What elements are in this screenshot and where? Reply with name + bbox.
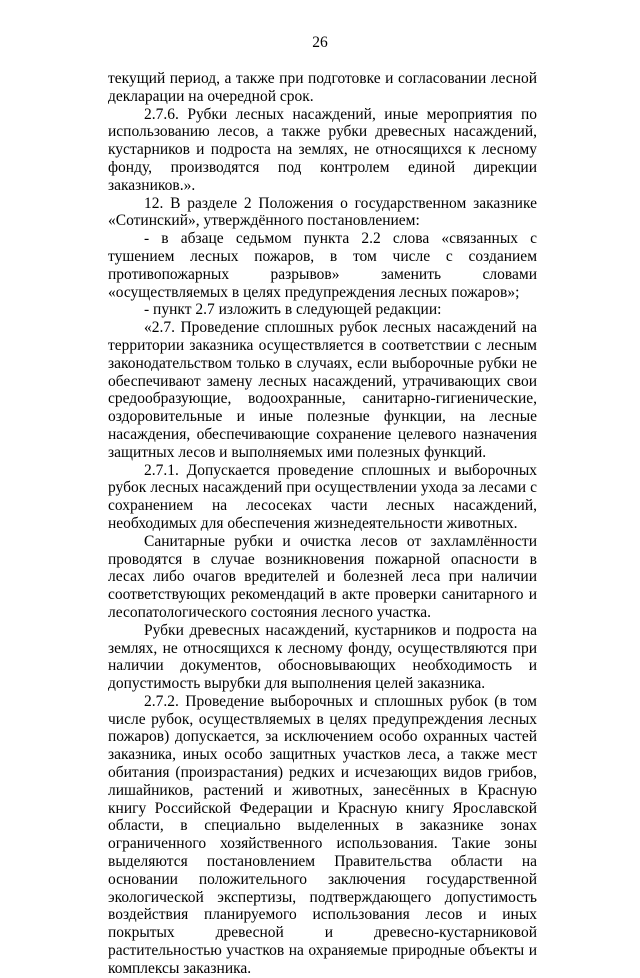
paragraph: - пункт 2.7 изложить в следующей редакции: [144,301,442,319]
paragraph: Санитарные рубки и очистка лесов от захламлённости проводятся в случае возникновения пожарной опасности в лесах либо очагов вредителей и болезней леса при наличии соответствующих рекомендаций в акте проверки санитарного и лесопатологического состояния лесного участка. [108,532,537,621]
paragraph: - в абзаце седьмом пункта 2.2 слова «связанных с тушением лесных пожаров, в том числе с созданием противопожарных разрывов» заменить словами «осуществляемых в целях предупреждения лесных пожаров»; [108,230,537,301]
paragraph: текущий период, а также при подготовке и согласовании лесной декларации на очередной срок. [108,70,537,105]
page-number: 26 [312,34,328,51]
document-body [108,70,537,978]
paragraph: 12. В разделе 2 Положения о государственном заказнике «Сотинский», утверждённого постановлением: [108,194,537,230]
paragraph: 2.7.1. Допускается проведение сплошных и выборочных рубок лесных насаждений при осуществлении ухода за лесами с сохранением на лесосеках части лесных насаждений, необходимых для обеспечения жизнедеятельности животных. [108,461,537,532]
paragraph: 2.7.2. Проведение выборочных и сплошных рубок (в том числе рубок, осуществляемых в целях предупреждения лесных пожаров) допускается, за исключением особо охранных частей заказника, иных особо защитных участков леса, а также мест обитания (произрастания) редких и исчезающих видов грибов, лишайников, растений и животных, занесённых в Красную книгу Российской Федерации и Красную книгу Ярославской области, в специально выделенных в заказнике зонах ограниченного хозяйственного использования. Такие зоны выделяются постановлением Правительства области на основании положительного заключения государственной экологической экспертизы, подтверждающего допустимость воздействия планируемого использования лесов и иных покрытых древесной и древесно-кустарниковой растительностью участков на охраняемые природные объекты и комплексы заказника. [108,692,537,977]
paragraph: 2.7.6. Рубки лесных насаждений, иные мероприятия по использованию лесов, а также рубки древесных насаждений, кустарников и подроста на землях, не относящихся к лесному фонду, производятся под контролем единой дирекции заказников.». [108,105,537,194]
paragraph: Рубки древесных насаждений, кустарников и подроста на землях, не относящихся к лесному фонду, осуществляются при наличии документов, обосновывающих необходимость и допустимость вырубки для выполнения целей заказника. [108,621,537,693]
paragraph: «2.7. Проведение сплошных рубок лесных насаждений на территории заказника осуществляется в соответствии с лесным законодательством только в случаях, если выборочные рубки не обеспечивают замену лесных насаждений, утрачивающих свои средообразующие, водоохранные, санитарно-гигиенические, оздоровительные и иные полезные функции, на лесные насаждения, обеспечивающие сохранение целевого назначения защитных лесов и выполняемых ими полезных функций. [108,319,537,461]
